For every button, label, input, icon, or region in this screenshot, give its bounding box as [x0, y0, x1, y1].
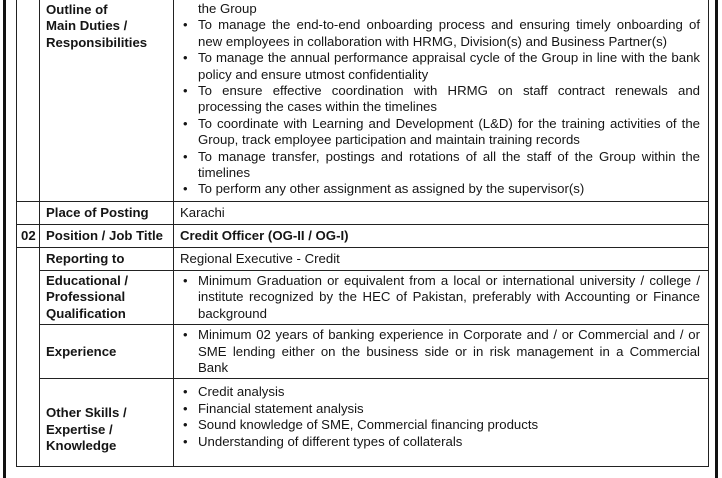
table-row-skills — [17, 379, 709, 467]
posting-label: Place of Posting — [40, 201, 174, 224]
list-item: • To coordinate with Learning and Development (L&D) for the training activities of the Group, track employee participation and maintain training records — [198, 116, 700, 149]
education-value — [174, 270, 709, 324]
position-value: Credit Officer (OG-II / OG-I) — [174, 224, 709, 247]
list-item: • Financial statement analysis — [198, 401, 700, 417]
table-row-position — [17, 224, 709, 247]
label-line: Educational / — [46, 272, 129, 288]
list-item: • Minimum Graduation or equivalent from a local or international university / college / institute recognized by the HEC of Pakistan, preferably with Accounting or Finance background — [198, 273, 700, 322]
experience-list — [180, 327, 700, 376]
table-row-experience — [17, 325, 709, 379]
position-label: Position / Job Title — [40, 224, 174, 247]
education-list — [180, 273, 700, 322]
label-line: Professional — [46, 289, 126, 305]
experience-label: Experience — [40, 325, 174, 379]
duties-value — [174, 0, 709, 201]
label-line: Main Duties / — [46, 18, 128, 34]
duties-label — [40, 0, 174, 201]
row-number-empty — [17, 247, 40, 466]
label-line: Qualification — [46, 305, 126, 321]
skills-list — [180, 384, 700, 450]
skills-value — [174, 379, 709, 467]
skills-label — [40, 379, 174, 467]
posting-value: Karachi — [174, 201, 709, 224]
list-item: • To perform any other assignment as assigned by the supervisor(s) — [198, 181, 700, 197]
list-item: • To manage transfer, postings and rotations of all the staff of the Group within the timelines — [198, 149, 700, 182]
list-item: • To manage the annual performance appraisal cycle of the Group in line with the bank policy and ensure utmost confidentiality — [198, 50, 700, 83]
list-item: • To manage the end-to-end onboarding process and ensuring timely onboarding of new employees in collaboration with HRMG, Division(s) and Business Partner(s) — [198, 17, 700, 50]
list-item: • Understanding of different types of collaterals — [198, 434, 700, 450]
row-number: 02 — [17, 224, 40, 247]
reporting-label: Reporting to — [40, 247, 174, 270]
label-line: Outline of — [46, 2, 108, 17]
list-item: • To ensure effective coordination with HRMG on staff contract renewals and processing the cases within the timelines — [198, 83, 700, 116]
table-row-education — [17, 270, 709, 324]
list-item: • Minimum 02 years of banking experience in Corporate and / or Commercial and / or SME lending either on the business side or in risk management in a Commercial Bank — [198, 327, 700, 376]
list-item: • Credit analysis — [198, 384, 700, 400]
row-number-empty — [17, 0, 40, 201]
label-line: Knowledge — [46, 438, 117, 454]
table-row-reporting — [17, 247, 709, 270]
job-table — [16, 0, 709, 467]
label-line: Other Skills / — [46, 405, 127, 421]
duties-list — [180, 17, 700, 197]
education-label — [40, 270, 174, 324]
table-row-posting — [17, 201, 709, 224]
continuation-text: the Group — [198, 1, 257, 16]
list-item: • Sound knowledge of SME, Commercial financing products — [198, 417, 700, 433]
experience-value — [174, 325, 709, 379]
row-number-empty — [17, 201, 40, 224]
label-line: Responsibilities — [46, 34, 148, 50]
reporting-value: Regional Executive - Credit — [174, 247, 709, 270]
table-row-duties — [17, 0, 709, 201]
label-line: Expertise / — [46, 421, 113, 437]
